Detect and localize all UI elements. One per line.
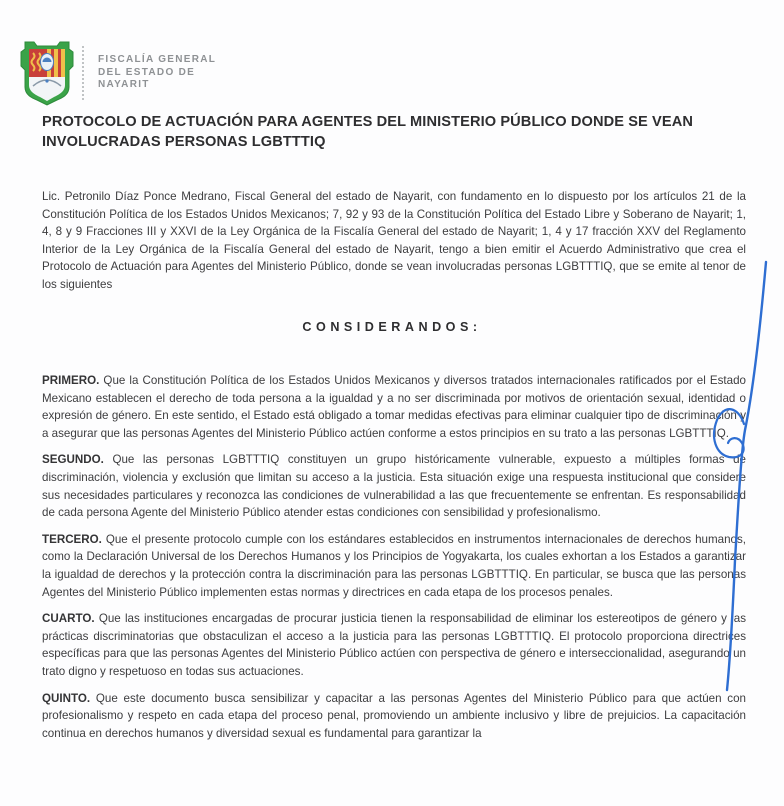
- considerando-primero-text: Que la Constitución Política de los Estados Unidos Mexicanos y diversos tratados internacionales ratificados por el Estado Mexicano establecen el derecho de toda persona a la igualdad y a no ser discriminada por motivos de orientación sexual, identidad o expresión de género. En este sentido, el Estado está obligado a tomar medidas efectivas para eliminar cualquier tipo de discriminación y a asegurar que las personas Agentes del Ministerio Público actúen conforme a estos principios en su trato a las personas LGBTTTIQ.: [42, 374, 746, 440]
- org-name-line-3: NAYARIT: [98, 79, 150, 91]
- org-name-line-1: FISCALÍA GENERAL: [98, 54, 217, 66]
- document-title: PROTOCOLO DE ACTUACIÓN PARA AGENTES DEL MINISTERIO PÚBLICO DONDE SE VEAN INVOLUCRADAS PERSONAS LGBTTTIQ: [42, 114, 693, 150]
- considerando-primero-label: PRIMERO.: [42, 374, 100, 387]
- considerando-cuarto: [42, 610, 746, 680]
- section-heading-considerandos: CONSIDERANDOS:: [302, 320, 482, 334]
- considerando-primero: [42, 372, 746, 442]
- considerandos-body: [42, 372, 746, 751]
- considerando-quinto: [42, 690, 746, 743]
- intro-paragraph: Lic. Petronilo Díaz Ponce Medrano, Fiscal General del estado de Nayarit, con fundamento en lo dispuesto por los artículos 21 de la Constitución Política de los Estados Unidos Mexicanos; 7, 92 y 93 de la Constitución Política del Estado Libre y Soberano de Nayarit; 1, 4, 8 y 9 Fracciones III y XXVI de la Ley Orgánica de la Fiscalía General del estado de Nayarit; 1, 4 y 17 fracción XXV del Reglamento Interior de la Ley Orgánica de la Fiscalía General del estado de Nayarit, tengo a bien emitir el Acuerdo Administrativo que crea el Protocolo de Actuación para Agentes del Ministerio Público, donde se vean involucradas personas LGBTTTIQ, que se emite al tenor de los siguientes: [42, 190, 746, 291]
- letterhead-divider: [82, 46, 84, 100]
- letterhead: [18, 40, 216, 106]
- nayarit-coat-of-arms-icon: [18, 40, 76, 106]
- considerando-cuarto-text: Que las instituciones encargadas de procurar justicia tienen la responsabilidad de eliminar los estereotipos de género y las prácticas discriminatorias que obstaculizan el acceso a la justicia para las personas LGBTTTIQ. El protocolo proporciona directrices específicas para que las personas Agentes del Ministerio Público actúen con perspectiva de género e interseccionalidad, asegurando un trato digno y respetuoso en todas sus actuaciones.: [42, 612, 746, 678]
- considerando-quinto-label: QUINTO.: [42, 691, 91, 705]
- considerando-tercero-label: TERCERO.: [42, 532, 102, 546]
- considerando-cuarto-label: CUARTO.: [42, 612, 95, 626]
- considerando-tercero-text: Que el presente protocolo cumple con los estándares establecidos en instrumentos internacionales de derechos humanos, como la Declaración Universal de los Derechos Humanos y los Principios de Yogyakarta, los cuales exhortan a los Estados a garantizar la igualdad de derechos y la protección contra la discriminación para las personas LGBTTTIQ. En particular, se busca que las personas Agentes del Ministerio Público implementen estas normas y directrices en cada etapa de los procesos penales.: [42, 532, 746, 599]
- considerando-tercero: [42, 531, 746, 601]
- org-name-line-2: DEL ESTADO DE: [98, 66, 196, 78]
- org-name: [98, 54, 216, 92]
- considerando-segundo-text: Que las personas LGBTTTIQ constituyen un grupo históricamente vulnerable, expuesto a múltiples formas de discriminación, violencia y exclusión que limitan su acceso a la justicia. Esta situación exige una respuesta institucional que considere sus necesidades particulares y reconozca las condiciones de vulnerabilidad a las que frecuentemente se enfrentan. Es responsabilidad de cada persona Agente del Ministerio Público atender estas condiciones con sensibilidad y profesionalismo.: [42, 453, 746, 520]
- considerando-quinto-text: Que este documento busca sensibilizar y capacitar a las personas Agentes del Ministerio Público para que actúen con profesionalismo y respeto en cada etapa del proceso penal, promoviendo un ambiente inclusivo y libre de prejuicios. La capacitación continua en derechos humanos y diversidad sexual es fundamental para garantizar la: [42, 691, 746, 740]
- considerando-segundo-label: SEGUNDO.: [42, 453, 104, 467]
- considerando-segundo: [42, 451, 746, 521]
